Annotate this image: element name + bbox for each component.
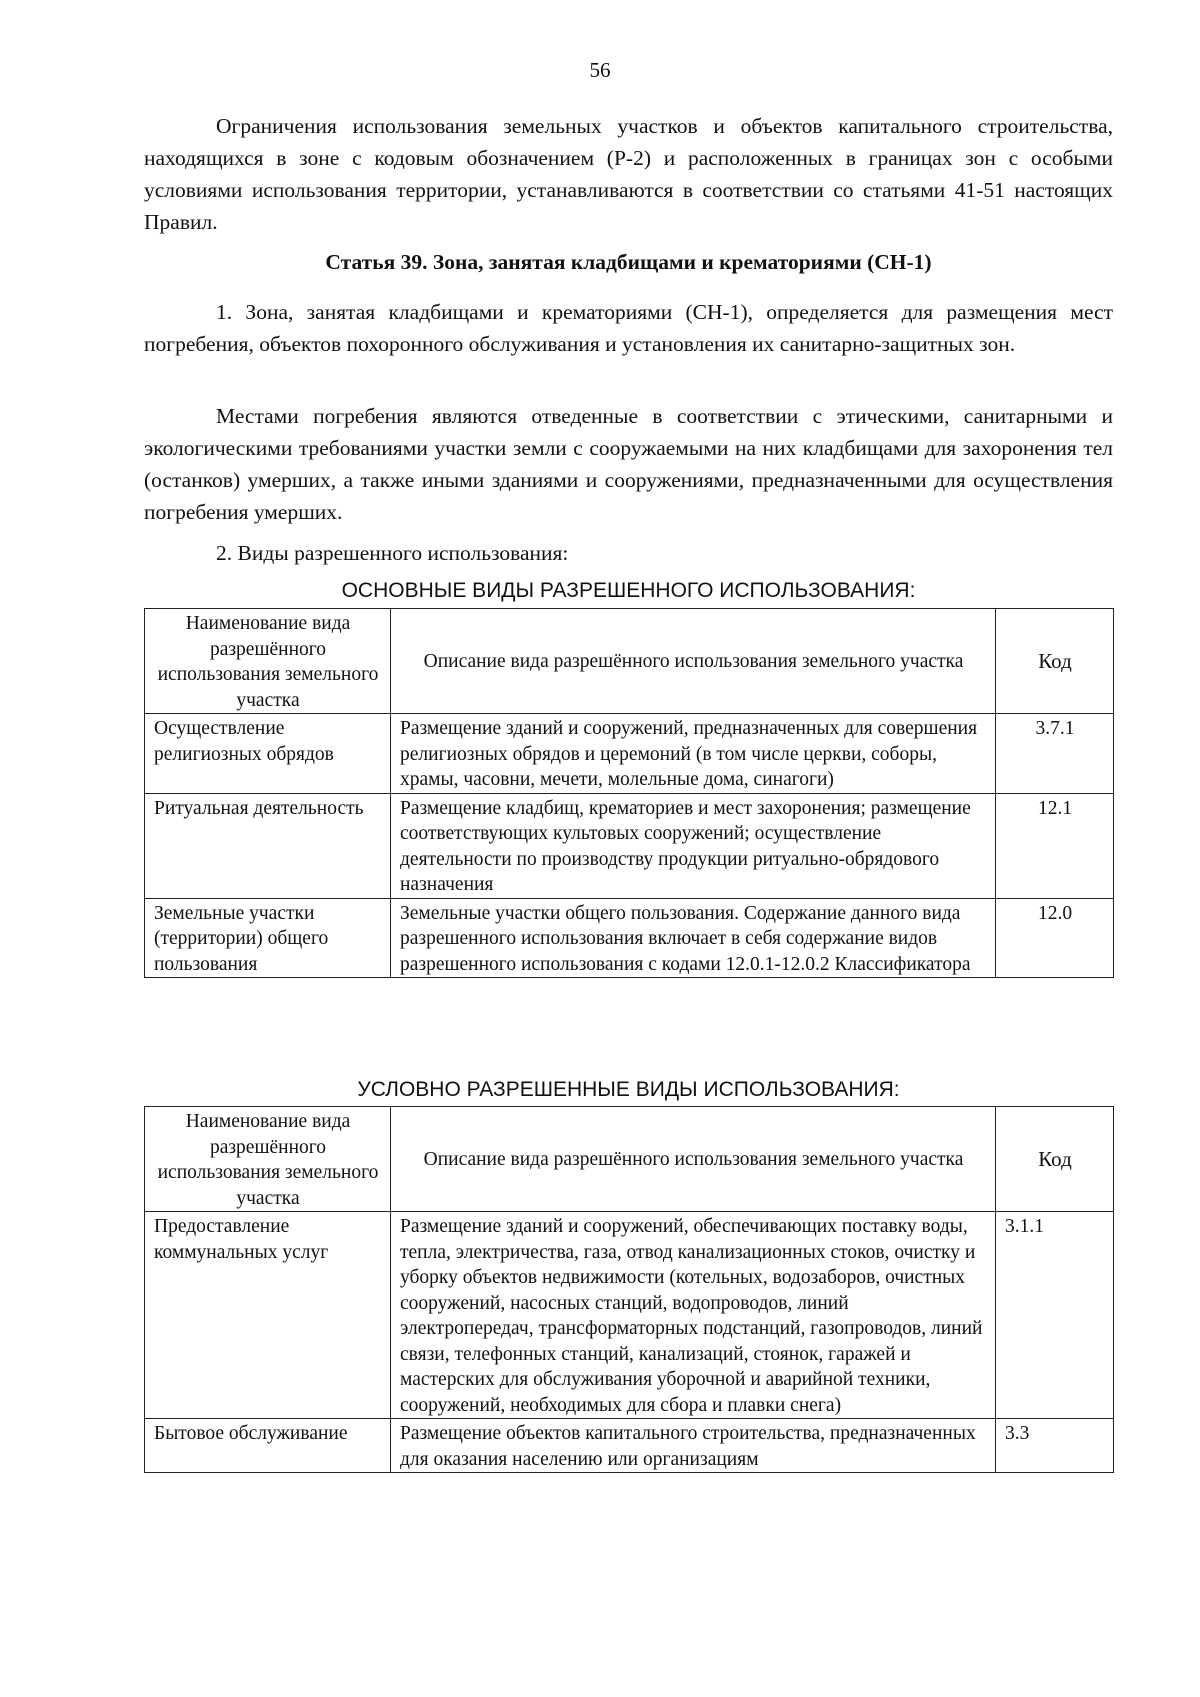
use-name: Предоставление коммунальных услуг [145,1212,391,1419]
use-name: Ритуальная деятельность [145,793,391,898]
use-description: Земельные участки общего пользования. Содержание данного вида разрешенного использования включает в себя содержание видов разрешенного использования с кодами 12.0.1-12.0.2 Классификатора [391,898,996,978]
use-code: 12.1 [996,793,1114,898]
table-header-row [145,609,1114,714]
article-paragraph-1: 1. Зона, занятая кладбищами и крематориями (СН-1), определяется для размещения мест погребения, объектов похоронного обслуживания и установления их санитарно-защитных зон. [144,300,1113,356]
article-heading: Статья 39. Зона, занятая кладбищами и крематориями (СН-1) [325,250,932,274]
header-description: Описание вида разрешённого использования земельного участка [391,609,996,714]
article-paragraph-3: 2. Виды разрешенного использования: [216,541,569,565]
use-name: Земельные участки (территории) общего пользования [145,898,391,978]
header-description: Описание вида разрешённого использования земельного участка [391,1107,996,1212]
table-row [145,898,1114,978]
use-description: Размещение зданий и сооружений, обеспечивающих поставку воды, тепла, электричества, газа, отвод канализационных стоков, очистку и уборку объектов недвижимости (котельных, водозаборов, очистных сооружений, насосных станций, водопроводов, линий электропередач, трансформаторных подстанций, газопроводов, линий связи, телефонных станций, канализаций, стоянок, гаражей и мастерских для обслуживания уборочной и аварийной техники, сооружений, необходимых для сбора и плавки снега) [391,1212,996,1419]
use-code: 3.3 [996,1419,1114,1473]
conditional-uses-table [144,1106,1114,1473]
header-code: Код [996,609,1114,714]
conditional-uses-caption: УСЛОВНО РАЗРЕШЕННЫЕ ВИДЫ ИСПОЛЬЗОВАНИЯ: [357,1078,900,1101]
use-description: Размещение зданий и сооружений, предназначенных для совершения религиозных обрядов и церемоний (в том числе церкви, соборы, храмы, часовни, мечети, молельные дома, синагоги) [391,714,996,794]
use-name: Осуществление религиозных обрядов [145,714,391,794]
table-row [145,793,1114,898]
use-code: 3.1.1 [996,1212,1114,1419]
header-code: Код [996,1107,1114,1212]
use-description: Размещение объектов капитального строительства, предназначенных для оказания населению или организациям [391,1419,996,1473]
use-code: 12.0 [996,898,1114,978]
use-code: 3.7.1 [996,714,1114,794]
table-row [145,714,1114,794]
main-uses-table [144,608,1114,978]
article-paragraph-2: Местами погребения являются отведенные в соответствии с этическими, санитарными и экологическими требованиями участки земли с сооружаемыми на них кладбищами для захоронения тел (останков) умерших, а также иными зданиями и сооружениями, предназначенными для осуществления погребения умерших. [144,404,1113,524]
table-header-row [145,1107,1114,1212]
table-row [145,1212,1114,1419]
table-row [145,1419,1114,1473]
main-uses-caption: ОСНОВНЫЕ ВИДЫ РАЗРЕШЕННОГО ИСПОЛЬЗОВАНИЯ: [341,579,916,602]
header-name: Наименование вида разрешённого использования земельного участка [145,1107,391,1212]
use-description: Размещение кладбищ, крематориев и мест захоронения; размещение соответствующих культовых сооружений; осуществление деятельности по производству продукции ритуально-обрядового назначения [391,793,996,898]
header-name: Наименование вида разрешённого использования земельного участка [145,609,391,714]
use-name: Бытовое обслуживание [145,1419,391,1473]
intro-paragraph: Ограничения использования земельных участков и объектов капитального строительства, находящихся в зоне с кодовым обозначением (Р-2) и расположенных в границах зон с особыми условиями использования территории, устанавливаются в соответствии со статьями 41-51 настоящих Правил. [144,114,1113,234]
page-number: 56 [589,58,611,82]
